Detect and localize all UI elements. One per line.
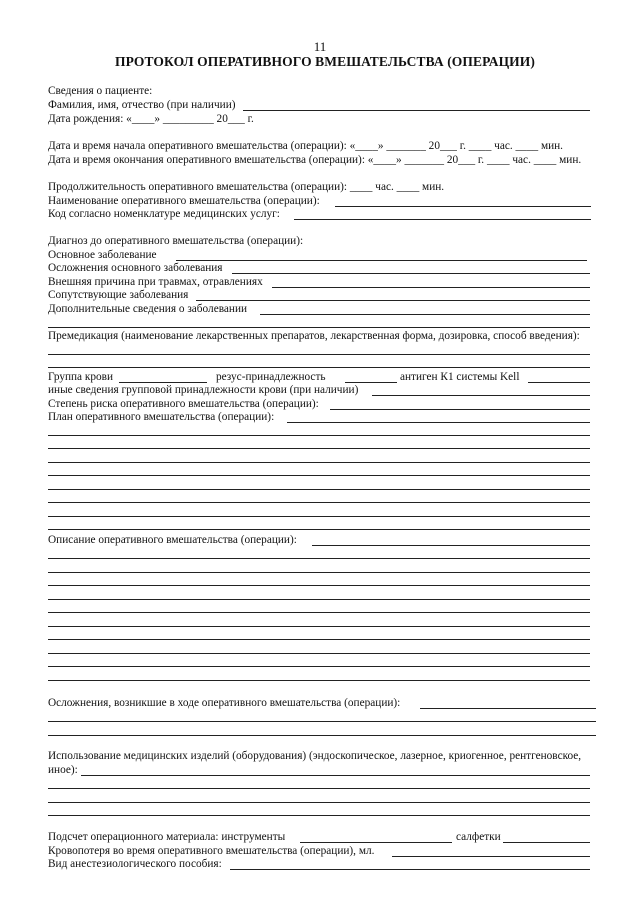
premedication-line[interactable] [48, 354, 590, 355]
blank-line[interactable] [48, 327, 590, 328]
description-line[interactable] [48, 666, 590, 667]
devices-label-cont: иное): [48, 764, 78, 776]
operation-name-label: Наименование оперативного вмешательства (операции): [48, 195, 320, 207]
plan-line[interactable] [48, 489, 590, 490]
plan-label: План оперативного вмешательства (операции): [48, 411, 275, 423]
devices-field[interactable] [81, 775, 590, 776]
complications-label: Осложнения основного заболевания [48, 262, 223, 274]
plan-line[interactable] [48, 448, 590, 449]
napkins-label: салфетки [456, 831, 501, 843]
blood-group-label: Группа крови [48, 371, 114, 383]
instruments-field[interactable] [300, 842, 452, 843]
risk-degree-label: Степень риска оперативного вмешательства (операции): [48, 398, 319, 410]
service-code-label: Код согласно номенклатуре медицинских услуг: [48, 208, 280, 220]
description-line[interactable] [48, 639, 590, 640]
rh-factor-field[interactable] [345, 382, 397, 383]
patient-name-label: Фамилия, имя, отчество (при наличии) [48, 99, 236, 111]
complications-line[interactable] [48, 721, 596, 722]
page-number: 11 [313, 39, 327, 54]
napkins-field[interactable] [503, 842, 590, 843]
diagnosis-header: Диагноз до оперативного вмешательства (операции): [48, 235, 304, 247]
plan-line[interactable] [48, 462, 590, 463]
complications-line[interactable] [48, 735, 596, 736]
start-datetime-field[interactable]: Дата и время начала оперативного вмешательства (операции): «____» _______ 20___ г. ____ час. ____ мин. [48, 140, 564, 152]
main-disease-field[interactable] [176, 260, 587, 261]
blood-other-field[interactable] [372, 395, 590, 396]
complications-during-field[interactable] [420, 708, 596, 709]
description-label: Описание оперативного вмешательства (операции): [48, 534, 297, 546]
service-code-field[interactable] [294, 219, 591, 220]
comorbid-label: Сопутствующие заболевания [48, 289, 189, 301]
kell-antigen-label: антиген К1 системы Kell [400, 371, 520, 383]
risk-degree-field[interactable] [330, 409, 590, 410]
operation-name-field[interactable] [335, 206, 591, 207]
description-line[interactable] [48, 653, 590, 654]
birth-date-field[interactable]: Дата рождения: «____» _________ 20___ г. [48, 113, 254, 125]
description-line[interactable] [48, 585, 590, 586]
description-line[interactable] [48, 612, 590, 613]
plan-line[interactable] [48, 475, 590, 476]
duration-field[interactable]: Продолжительность оперативного вмешательства (операции): ____ час. ____ мин. [48, 181, 445, 193]
end-datetime-field[interactable]: Дата и время окончания оперативного вмешательства (операции): «____» _______ 20___ г. ____ час. ____ мин. [48, 154, 582, 166]
description-line[interactable] [48, 599, 590, 600]
plan-line[interactable] [48, 529, 590, 530]
description-line[interactable] [48, 626, 590, 627]
external-cause-label: Внешняя причина при травмах, отравлениях [48, 276, 263, 288]
instruments-label: Подсчет операционного материала: инструменты [48, 831, 286, 843]
devices-line[interactable] [48, 788, 590, 789]
blood-other-label: иные сведения групповой принадлежности крови (при наличии) [48, 384, 359, 396]
patient-header: Сведения о пациенте: [48, 85, 153, 97]
additional-info-label: Дополнительные сведения о заболевании [48, 303, 248, 315]
devices-label: Использование медицинских изделий (оборудования) (эндоскопическое, лазерное, криогенное, рентгеновское, [48, 750, 582, 762]
blood-loss-field[interactable] [392, 856, 590, 857]
blood-group-field[interactable] [119, 382, 207, 383]
description-line[interactable] [48, 572, 590, 573]
comorbid-field[interactable] [196, 300, 590, 301]
patient-name-field[interactable] [243, 110, 590, 111]
devices-line[interactable] [48, 802, 590, 803]
external-cause-field[interactable] [272, 287, 590, 288]
anesthesia-field[interactable] [230, 869, 590, 870]
description-field[interactable] [312, 545, 590, 546]
main-disease-label: Основное заболевание [48, 249, 157, 261]
premedication-line[interactable] [48, 367, 590, 368]
complications-during-label: Осложнения, возникшие в ходе оперативного вмешательства (операции): [48, 697, 401, 709]
plan-line[interactable] [48, 502, 590, 503]
kell-antigen-field[interactable] [528, 382, 590, 383]
plan-line[interactable] [48, 516, 590, 517]
blood-loss-label: Кровопотеря во время оперативного вмешательства (операции), мл. [48, 845, 375, 857]
devices-line[interactable] [48, 815, 590, 816]
complications-field[interactable] [232, 273, 590, 274]
description-line[interactable] [48, 680, 590, 681]
plan-line[interactable] [48, 435, 590, 436]
rh-factor-label: резус-принадлежность [216, 371, 326, 383]
description-line[interactable] [48, 558, 590, 559]
anesthesia-label: Вид анестезиологического пособия: [48, 858, 222, 870]
page-title: ПРОТОКОЛ ОПЕРАТИВНОГО ВМЕШАТЕЛЬСТВА (ОПЕРАЦИИ) [115, 54, 535, 69]
plan-field[interactable] [287, 422, 590, 423]
premedication-label: Премедикация (наименование лекарственных препаратов, лекарственная форма, дозировка, способ введения): [48, 330, 580, 342]
additional-info-field[interactable] [260, 314, 590, 315]
